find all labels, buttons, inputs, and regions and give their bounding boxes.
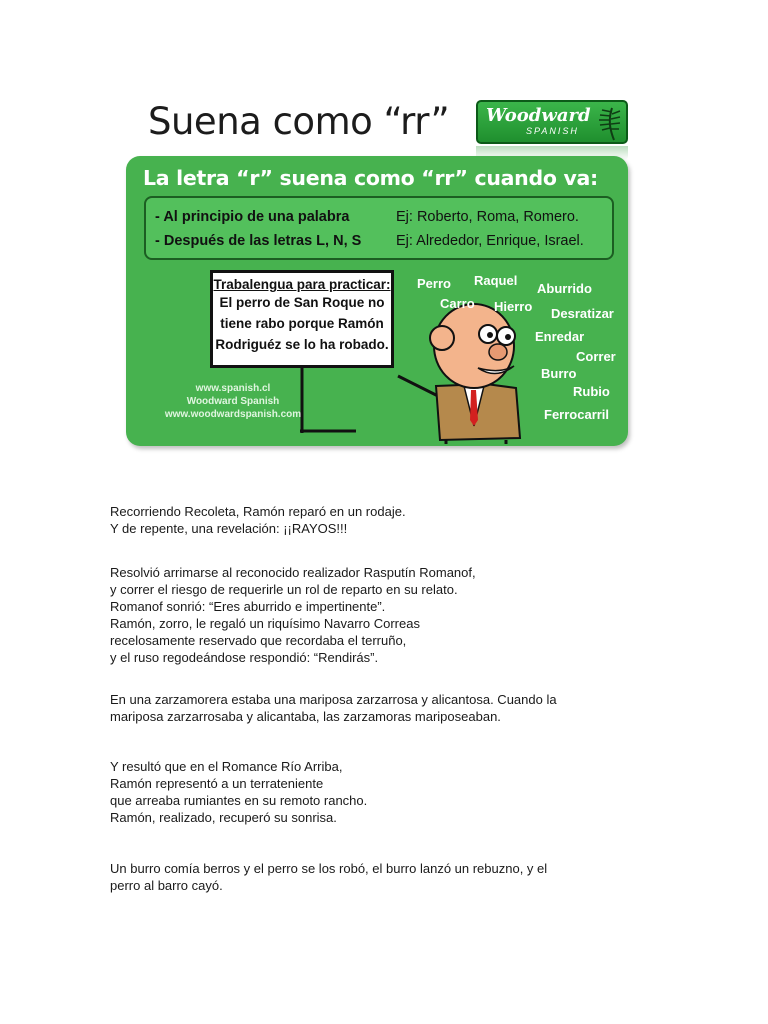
text-line: Recorriendo Recoleta, Ramón reparó en un rodaje. — [110, 504, 406, 519]
board-stand-icon — [300, 365, 360, 435]
fern-icon — [592, 104, 622, 142]
tongue-twister-paragraph — [110, 503, 670, 537]
rr-rule-banner — [126, 156, 628, 446]
credit-line: www.spanish.cl — [195, 383, 271, 394]
woodward-logo — [476, 100, 628, 144]
board-title: Trabalengua para practicar: — [213, 277, 391, 292]
tongue-twister-paragraph — [110, 691, 670, 725]
credit-line: www.woodwardspanish.com — [164, 409, 302, 420]
example-word: Hierro — [494, 299, 533, 314]
example-word: Raquel — [474, 273, 518, 288]
tongue-twister-paragraph — [110, 758, 670, 826]
text-line: Resolvió arrimarse al reconocido realizador Rasputín Romanof, — [110, 565, 476, 580]
rule-label: - Al principio de una palabra — [155, 209, 350, 225]
text-line: mariposa zarzarrosaba y alicantaba, las zarzamoras mariposeaban. — [110, 709, 501, 724]
text-line: Ramón representó a un terrateniente — [110, 776, 324, 791]
credit-line: Woodward Spanish — [186, 396, 280, 407]
logo-subtitle: SPANISH — [526, 126, 579, 136]
tongue-twister-paragraph — [110, 860, 670, 894]
credits — [158, 382, 308, 421]
example-word: Rubio — [573, 384, 610, 399]
example-word: Carro — [440, 296, 475, 311]
example-word: Enredar — [535, 329, 585, 344]
example-word: Perro — [417, 276, 451, 291]
text-line: y correr el riesgo de requerirle un rol de reparto en su relato. — [110, 582, 458, 597]
text-line: Y de repente, una revelación: ¡¡RAYOS!!! — [110, 521, 348, 536]
banner-heading: La letra “r” suena como “rr” cuando va: — [143, 166, 598, 190]
tongue-twister-board — [210, 270, 394, 368]
rules-box — [144, 196, 614, 260]
text-line: Romanof sonrió: “Eres aburrido e impertinente”. — [110, 599, 386, 614]
example-word: Ferrocarril — [544, 407, 610, 422]
tongue-twister-paragraph — [110, 564, 670, 666]
example-word: Correr — [576, 349, 616, 364]
text-line: perro al barro cayó. — [110, 878, 223, 893]
rule-label: - Después de las letras L, N, S — [155, 233, 362, 249]
text-line: que arreaba rumiantes en su remoto rancho. — [110, 793, 368, 808]
text-line: y el ruso regodeándose respondió: “Rendirás”. — [110, 650, 379, 665]
page-title: Suena como “rr” — [148, 100, 450, 143]
rule-example: Ej: Alrededor, Enrique, Israel. — [396, 233, 584, 249]
logo-word: Woodward — [486, 105, 591, 126]
text-line: Ramón, zorro, le regaló un riquísimo Navarro Correas — [110, 616, 420, 631]
text-line: Ramón, realizado, recuperó su sonrisa. — [110, 810, 337, 825]
text-line: En una zarzamorera estaba una mariposa zarzarrosa y alicantosa. Cuando la — [110, 692, 557, 707]
example-word: Desratizar — [551, 306, 614, 321]
text-line: Un burro comía berros y el perro se los robó, el burro lanzó un rebuzno, y el — [110, 861, 548, 876]
rule-example: Ej: Roberto, Roma, Romero. — [396, 209, 579, 225]
text-line: Y resultó que en el Romance Río Arriba, — [110, 759, 343, 774]
board-line: tiene rabo porque Ramón — [220, 316, 384, 331]
text-line: recelosamente reservado que recordaba el terruño, — [110, 633, 407, 648]
board-line: Rodriguéz se lo ha robado. — [215, 337, 389, 352]
example-word: Burro — [541, 366, 577, 381]
example-word: Aburrido — [537, 281, 592, 296]
board-line: El perro de San Roque no — [219, 295, 385, 310]
